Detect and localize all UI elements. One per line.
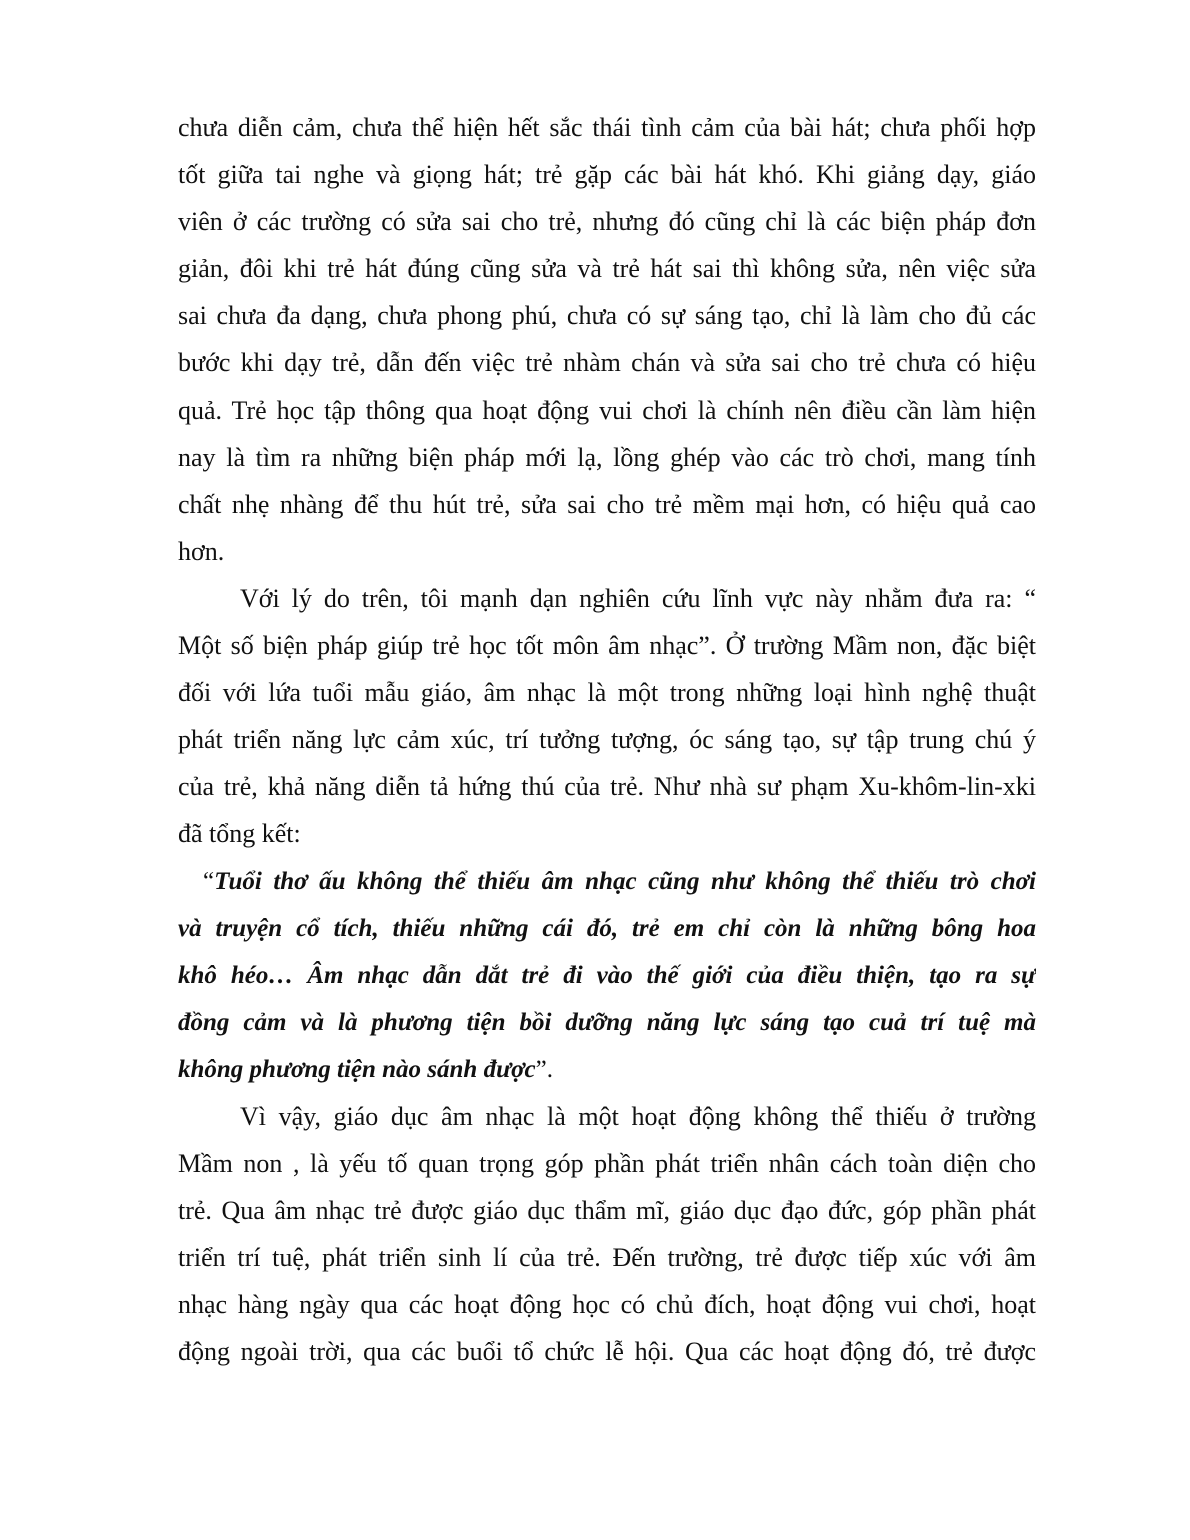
quote-close-mark: ”.: [535, 1055, 553, 1083]
text-line: quả. Trẻ học tập thông qua hoạt động vui chơi là chính nên điều cần làm hiện: [178, 395, 1036, 425]
text-line: động ngoài trời, qua các buổi tổ chức lễ hội. Qua các hoạt động đó, trẻ được: [178, 1337, 1036, 1367]
paragraph-2: [178, 575, 1036, 858]
quote-text: Tuổi thơ ấu không thể thiếu âm nhạc cũng như không thể thiếu trò chơi: [214, 867, 1036, 895]
text-line: tốt giữa tai nghe và giọng hát; trẻ gặp các bài hát khó. Khi giảng dạy, giáo: [178, 160, 1036, 190]
text-line: đã tổng kết:: [178, 819, 301, 849]
text-line: Mầm non , là yếu tố quan trọng góp phần phát triển nhân cách toàn diện cho: [178, 1149, 1036, 1179]
text-line: chất nhẹ nhàng để thu hút trẻ, sửa sai cho trẻ mềm mại hơn, có hiệu quả cao: [178, 489, 1036, 519]
text-line: chưa diễn cảm, chưa thể hiện hết sắc thái tình cảm của bài hát; chưa phối hợp: [178, 113, 1036, 142]
text-line: bước khi dạy trẻ, dẫn đến việc trẻ nhàm chán và sửa sai cho trẻ chưa có hiệu: [178, 348, 1036, 378]
document-body: [178, 104, 1036, 1376]
quote-open-mark: “: [203, 867, 215, 895]
text-line: nhạc hàng ngày qua các hoạt động học có chủ đích, hoạt động vui chơi, hoạt: [178, 1290, 1036, 1320]
paragraph-1: [178, 104, 1036, 575]
quote-text: không phương tiện nào sánh được: [178, 1055, 536, 1083]
text-line: Với lý do trên, tôi mạnh dạn nghiên cứu lĩnh vực này nhằm đưa ra: “: [240, 583, 1036, 613]
text-line: trẻ. Qua âm nhạc trẻ được giáo dục thẩm mĩ, giáo dục đạo đức, góp phần phát: [178, 1196, 1036, 1226]
quote-line: khô héo… Âm nhạc dẫn dắt trẻ đi vào thế giới của điều thiện, tạo ra sự: [178, 961, 1036, 989]
text-line: đối với lứa tuổi mẫu giáo, âm nhạc là một trong những loại hình nghệ thuật: [178, 678, 1036, 708]
text-line: của trẻ, khả năng diễn tả hứng thú của trẻ. Như nhà sư phạm Xu-khôm-lin-xki: [178, 772, 1036, 802]
text-line: nay là tìm ra những biện pháp mới lạ, lồng ghép vào các trò chơi, mang tính: [178, 442, 1036, 472]
text-line: triển trí tuệ, phát triển sinh lí của trẻ. Đến trường, trẻ được tiếp xúc với âm: [178, 1243, 1036, 1273]
paragraph-3: [178, 1093, 1036, 1376]
text-line: hơn.: [178, 536, 225, 566]
text-line: sai chưa đa dạng, chưa phong phú, chưa có sự sáng tạo, chỉ là làm cho đủ các: [178, 301, 1036, 331]
text-line: phát triển năng lực cảm xúc, trí tưởng tượng, óc sáng tạo, sự tập trung chú ý: [178, 725, 1036, 755]
quote-line: [178, 1046, 1036, 1093]
text-line: Vì vậy, giáo dục âm nhạc là một hoạt động không thể thiếu ở trường: [240, 1101, 1036, 1131]
text-line: giản, đôi khi trẻ hát đúng cũng sửa và trẻ hát sai thì không sửa, nên việc sửa: [178, 254, 1036, 284]
text-line: Một số biện pháp giúp trẻ học tốt môn âm nhạc”. Ở trường Mầm non, đặc biệt: [178, 631, 1036, 661]
quote-line: [178, 858, 1036, 905]
quote-line: và truyện cổ tích, thiếu những cái đó, trẻ em chỉ còn là những bông hoa: [178, 914, 1036, 942]
text-line: viên ở các trường có sửa sai cho trẻ, nhưng đó cũng chỉ là các biện pháp đơn: [178, 207, 1036, 237]
quote-block: [178, 858, 1036, 1093]
quote-line: đồng cảm và là phương tiện bồi dưỡng năng lực sáng tạo cuả trí tuệ mà: [178, 1008, 1036, 1036]
